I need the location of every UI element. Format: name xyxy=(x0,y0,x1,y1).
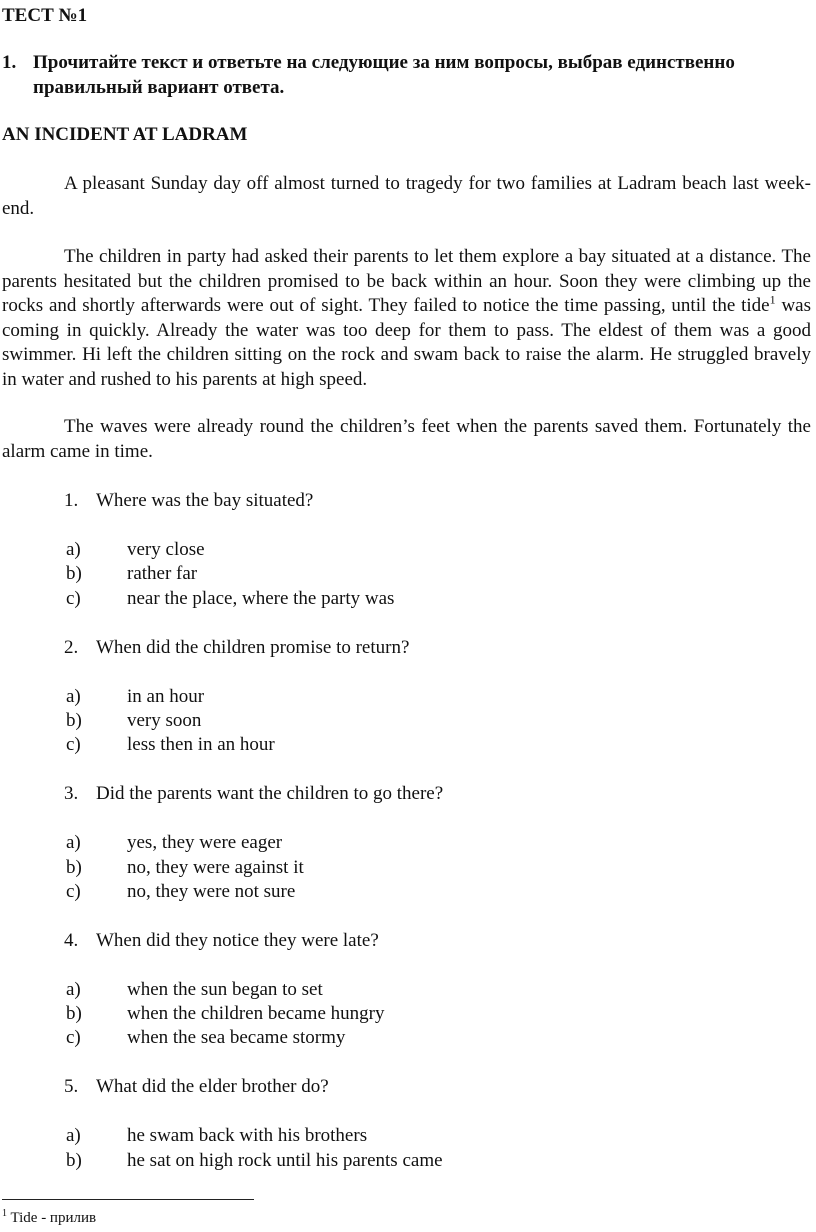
paragraph-3: The waves were already round the children’s feet when the parents saved them. Fortunately the alarm came in time. xyxy=(2,416,811,462)
option-text: near the place, where the party was xyxy=(127,588,395,609)
footnote-reference: 1 xyxy=(769,292,776,307)
option-5a xyxy=(66,1124,367,1148)
option-letter: b) xyxy=(66,1003,82,1024)
instruction xyxy=(2,50,814,100)
option-text: yes, they were eager xyxy=(127,832,283,853)
question-number: 3. xyxy=(64,783,79,804)
question-3 xyxy=(64,782,443,806)
question-number: 5. xyxy=(64,1076,79,1097)
option-letter: a) xyxy=(66,979,81,1000)
option-letter: a) xyxy=(66,1125,81,1146)
footnote-divider xyxy=(2,1199,254,1200)
question-number: 1. xyxy=(64,490,79,511)
footnote-text: Tide - прилив xyxy=(7,1210,97,1226)
option-letter: b) xyxy=(66,857,82,878)
question-5 xyxy=(64,1075,329,1099)
option-4c xyxy=(66,1026,345,1050)
story-heading: AN INCIDENT AT LADRAM xyxy=(2,124,248,145)
option-letter: b) xyxy=(66,1150,82,1171)
option-letter: c) xyxy=(66,1027,81,1048)
option-text: very soon xyxy=(127,710,202,731)
instruction-text: Прочитайте текст и ответьте на следующие за ним вопросы, выбрав единственно правильный вариант ответа. xyxy=(33,52,735,98)
option-1c xyxy=(66,587,394,611)
option-letter: a) xyxy=(66,832,81,853)
option-letter: a) xyxy=(66,539,81,560)
option-text: less then in an hour xyxy=(127,734,275,755)
question-text: Did the parents want the children to go there? xyxy=(96,783,444,804)
option-2c xyxy=(66,733,275,757)
option-2a xyxy=(66,685,204,709)
option-letter: b) xyxy=(66,563,82,584)
option-text: very close xyxy=(127,539,205,560)
test-title: ТЕСТ №1 xyxy=(2,5,88,26)
question-text: What did the elder brother do? xyxy=(96,1076,329,1097)
option-letter: c) xyxy=(66,588,81,609)
option-5b xyxy=(66,1149,443,1173)
option-letter: c) xyxy=(66,881,81,902)
question-text: When did they notice they were late? xyxy=(96,930,379,951)
paragraph-2 xyxy=(2,245,811,392)
question-4 xyxy=(64,929,379,953)
option-text: no, they were not sure xyxy=(127,881,296,902)
footnote-mark: 1 xyxy=(2,1208,7,1219)
paragraph-2-start: The children in party had asked their parents to let them explore a bay situated at a distance. The parents hesitated but the children promised to be back within an hour. Soon they were climbing up the rocks and shortly afterwards were out of sight. They failed to notice the time passing, until the tide xyxy=(2,246,811,316)
option-4a xyxy=(66,978,323,1002)
option-text: in an hour xyxy=(127,686,205,707)
option-text: no, they were against it xyxy=(127,857,304,878)
option-3a xyxy=(66,831,282,855)
instruction-number: 1. xyxy=(2,52,17,73)
option-3c xyxy=(66,880,295,904)
option-3b xyxy=(66,856,304,880)
footnote xyxy=(2,1208,96,1228)
option-4b xyxy=(66,1002,384,1026)
option-letter: b) xyxy=(66,710,82,731)
question-text: When did the children promise to return? xyxy=(96,637,410,658)
question-number: 4. xyxy=(64,930,79,951)
option-text: he sat on high rock until his parents came xyxy=(127,1150,443,1171)
question-1 xyxy=(64,489,313,513)
option-letter: a) xyxy=(66,686,81,707)
paragraph-2-end: was coming in quickly. Already the water was too deep for them to pass. The eldest of them was a good swimmer. Hi left the children sitting on the rock and swam back to raise the alarm. He struggled bravely in water and rushed to his parents at high speed. xyxy=(2,295,811,390)
option-1a xyxy=(66,538,205,562)
option-text: when the children became hungry xyxy=(127,1003,385,1024)
option-1b xyxy=(66,562,197,586)
option-text: when the sea became stormy xyxy=(127,1027,346,1048)
option-text: when the sun began to set xyxy=(127,979,323,1000)
paragraph-1: A pleasant Sunday day off almost turned to tragedy for two families at Ladram beach last week-end. xyxy=(2,173,811,219)
question-2 xyxy=(64,636,409,660)
question-text: Where was the bay situated? xyxy=(96,490,314,511)
question-number: 2. xyxy=(64,637,79,658)
option-text: rather far xyxy=(127,563,198,584)
option-letter: c) xyxy=(66,734,81,755)
option-text: he swam back with his brothers xyxy=(127,1125,368,1146)
option-2b xyxy=(66,709,201,733)
